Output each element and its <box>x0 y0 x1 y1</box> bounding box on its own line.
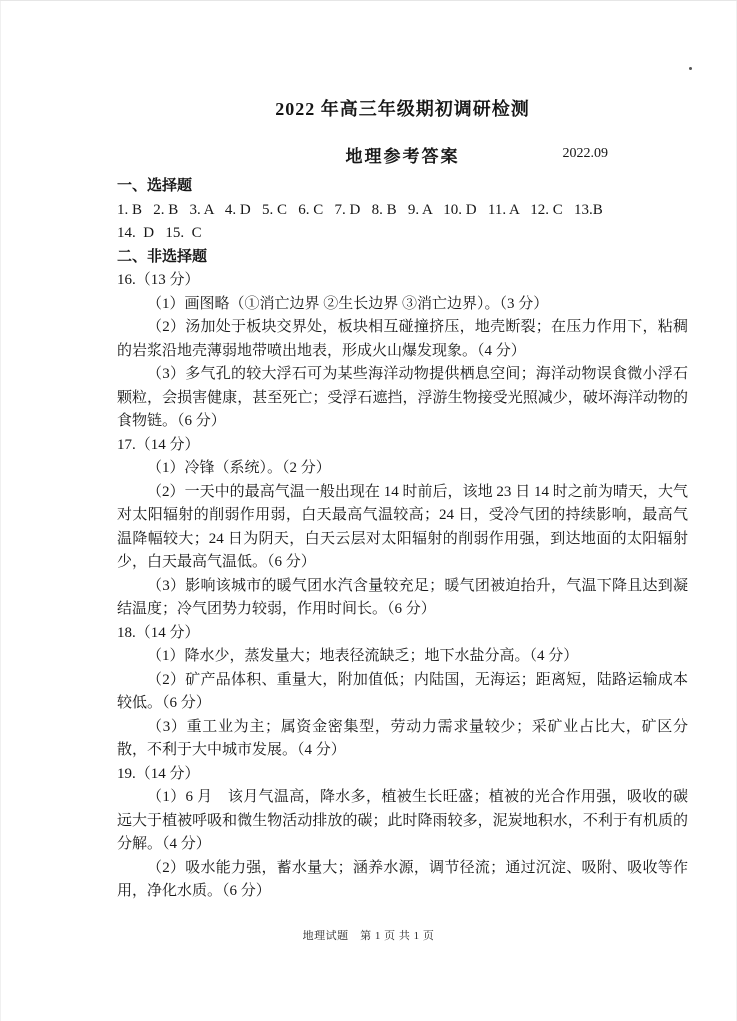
question-19-number: 19.（14 分） <box>117 765 200 782</box>
question-16-part-1: （1）画图略（①消亡边界 ②生长边界 ③消亡边界）。（3 分） <box>147 295 549 312</box>
choice-answers-line-2: 14. D 15. C <box>117 225 202 241</box>
question-17-part-2: （2）一天中的最高气温一般出现在 14 时前后，该地 23 日 14 时之前为晴天，大气对太阳辐射的削弱作用弱，白天最高气温较高；24 日，受冷气团的持续影响，最高气温降幅较大；24 日为阴天，白天云层对太阳辐射的削弱作用强，到达地面的太阳辐射少，白天最高气温低。（6 分） <box>117 483 688 570</box>
question-19-part-1: （1）6 月 该月气温高，降水多，植被生长旺盛；植被的光合作用强，吸收的碳远大于植被呼吸和微生物活动排放的碳；此时降雨较多，泥炭地积水，不利于有机质的分解。（4 分） <box>117 789 688 852</box>
question-18-part-1: （1）降水少，蒸发量大；地表径流缺乏；地下水盐分高。（4 分） <box>147 648 579 664</box>
question-17-number: 17.（14 分） <box>117 436 200 453</box>
question-18-number: 18.（14 分） <box>117 624 200 641</box>
section-heading-multiple-choice: 一、选择题 <box>117 178 193 194</box>
choice-answers-line-1: 1. B 2. B 3. A 4. D 5. C 6. C 7. D 8. B 9. A 10. D 11. A 12. C 13.B <box>117 201 603 218</box>
question-17-part-3: （3）影响该城市的暖气团水汽含量较充足；暖气团被迫抬升，气温下降且达到凝结温度；冷气团势力较弱，作用时间长。（6 分） <box>117 577 688 617</box>
answer-key-subtitle: 地理参考答案 <box>345 147 460 166</box>
question-16-part-2: （2）汤加处于板块交界处，板块相互碰撞挤压，地壳断裂；在压力作用下，粘稠的岩浆沿地壳薄弱地带喷出地表，形成火山爆发现象。（4 分） <box>117 319 688 359</box>
document-date: 2022.09 <box>562 146 608 161</box>
scan-mark-dot <box>689 67 692 70</box>
question-18-part-2: （2）矿产品体积、重量大，附加值低；内陆国，无海运；距离短，陆路运输成本较低。（6 分） <box>117 671 688 711</box>
document-body <box>117 175 688 904</box>
question-19-part-2: （2）吸水能力强，蓄水量大；涵养水源，调节径流；通过沉淀、吸附、吸收等作用，净化水质。（6 分） <box>117 859 688 899</box>
subtitle-row <box>117 142 688 166</box>
question-16-number: 16.（13 分） <box>117 272 200 288</box>
page-footer: 地理试题 第 1 页 共 1 页 <box>302 930 435 942</box>
question-17-part-1: （1）冷锋（系统）。（2 分） <box>147 460 331 476</box>
question-16-part-3: （3）多气孔的较大浮石可为某些海洋动物提供栖息空间；海洋动物误食微小浮石颗粒，会损害健康，甚至死亡；受浮石遮挡，浮游生物接受光照减少，破坏海洋动物的食物链。（6 分） <box>117 366 688 429</box>
section-heading-non-multiple-choice: 二、非选择题 <box>117 248 208 265</box>
question-18-part-3: （3）重工业为主；属资金密集型，劳动力需求量较少；采矿业占比大，矿区分散，不利于大中城市发展。（4 分） <box>117 718 688 758</box>
document-title: 2022 年高三年级期初调研检测 <box>275 99 530 119</box>
